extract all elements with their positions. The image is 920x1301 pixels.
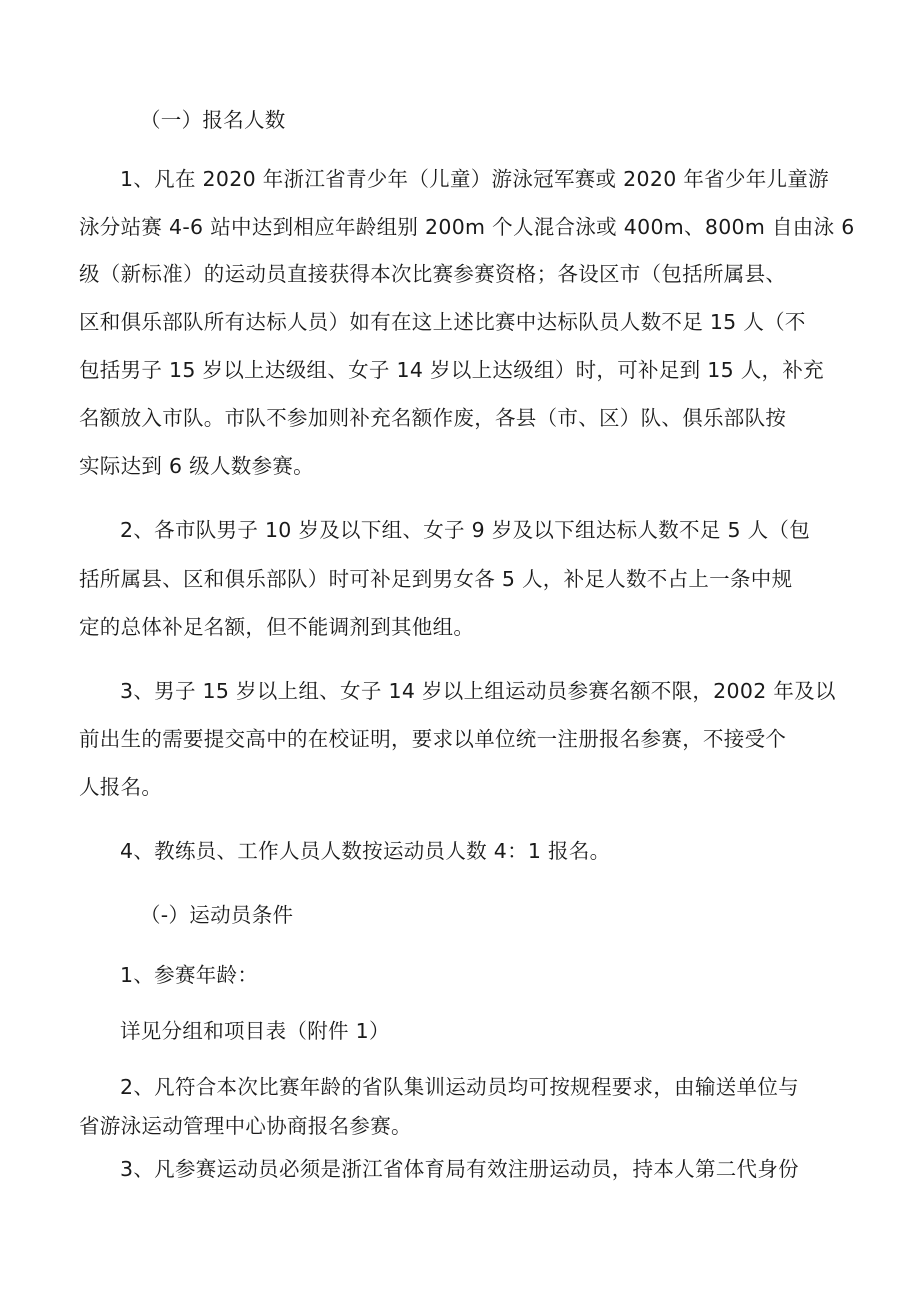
- paragraph-line: 包括男子 15 岁以上达级组、女子 14 岁以上达级组）时，可补足到 15 人，补充: [79, 358, 824, 382]
- section-heading-registration-count: （一）报名人数: [140, 108, 286, 132]
- paragraph-line: 人报名。: [79, 775, 163, 799]
- paragraph-line: 4、教练员、工作人员人数按运动员人数 4：1 报名。: [120, 839, 611, 863]
- paragraph-line: 区和俱乐部队所有达标人员）如有在这上述比赛中达标队员人数不足 15 人（不: [79, 310, 806, 334]
- paragraph-line: 3、男子 15 岁以上组、女子 14 岁以上组运动员参赛名额不限，2002 年及以: [120, 679, 836, 703]
- section-heading-athlete-conditions: （-）运动员条件: [140, 903, 294, 927]
- paragraph-line: 名额放入市队。市队不参加则补充名额作废，各县（市、区）队、俱乐部队按: [79, 406, 787, 430]
- paragraph-line: 括所属县、区和俱乐部队）时可补足到男女各 5 人，补足人数不占上一条中规: [79, 567, 793, 591]
- paragraph-line: 实际达到 6 级人数参赛。: [79, 454, 314, 478]
- paragraph-line: 定的总体补足名额，但不能调剂到其他组。: [79, 615, 475, 639]
- paragraph-line: 2、凡符合本次比赛年龄的省队集训运动员均可按规程要求，由输送单位与: [120, 1075, 799, 1099]
- paragraph-line: 1、参赛年龄：: [120, 963, 259, 987]
- paragraph-line: 3、凡参赛运动员必须是浙江省体育局有效注册运动员，持本人第二代身份: [120, 1157, 799, 1181]
- paragraph-line: 泳分站赛 4-6 站中达到相应年龄组别 200m 个人混合泳或 400m、800m 自由泳 6: [79, 215, 855, 239]
- paragraph-line: 前出生的需要提交高中的在校证明，要求以单位统一注册报名参赛，不接受个: [79, 727, 787, 751]
- paragraph-line: 省游泳运动管理中心协商报名参赛。: [79, 1114, 412, 1138]
- paragraph-line: 1、凡在 2020 年浙江省青少年（儿童）游泳冠军赛或 2020 年省少年儿童游: [120, 167, 829, 191]
- paragraph-line: 2、各市队男子 10 岁及以下组、女子 9 岁及以下组达标人数不足 5 人（包: [120, 518, 811, 542]
- paragraph-line: 级（新标准）的运动员直接获得本次比赛参赛资格；各设区市（包括所属县、: [79, 262, 787, 286]
- paragraph-line: 详见分组和项目表（附件 1）: [120, 1019, 390, 1043]
